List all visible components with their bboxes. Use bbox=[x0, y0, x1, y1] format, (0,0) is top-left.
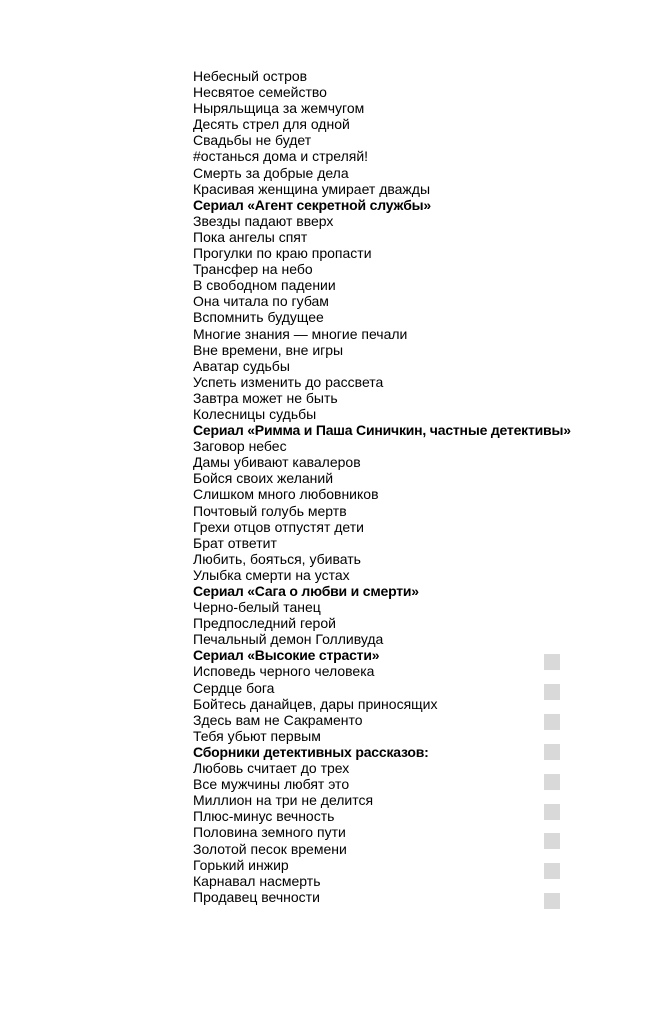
thumb-index-marker bbox=[544, 893, 560, 909]
book-title: Она читала по губам bbox=[193, 293, 329, 310]
book-title: Звезды падают вверх bbox=[193, 212, 334, 229]
book-title: Все мужчины любят это bbox=[193, 776, 350, 793]
book-title: Тебя убьют первым bbox=[193, 727, 321, 744]
book-title: Любить, бояться, убивать bbox=[193, 550, 361, 567]
book-title: Горький инжир bbox=[193, 856, 289, 873]
book-title: Плюс-минус вечность bbox=[193, 808, 335, 825]
book-list bbox=[193, 68, 593, 905]
book-title: Аватар судьбы bbox=[193, 357, 290, 374]
book-title: Грехи отцов отпустят дети bbox=[193, 518, 364, 535]
book-title: Здесь вам не Сакраменто bbox=[193, 711, 363, 728]
book-title: Предпоследний герой bbox=[193, 615, 336, 632]
book-title: Успеть изменить до рассвета bbox=[193, 373, 384, 390]
book-title: Брат ответит bbox=[193, 534, 277, 551]
book-title: #останься дома и стреляй! bbox=[193, 148, 369, 165]
book-title: Красивая женщина умирает дважды bbox=[193, 180, 431, 197]
book-title: В свободном падении bbox=[193, 277, 336, 294]
book-title: Завтра может не быть bbox=[193, 389, 338, 406]
book-title: Небесный остров bbox=[193, 68, 308, 84]
series-heading: Сборники детективных рассказов: bbox=[193, 743, 429, 760]
book-title: Бойся своих желаний bbox=[193, 470, 334, 487]
book-title: Продавец вечности bbox=[193, 888, 320, 905]
book-title: Любовь считает до трех bbox=[193, 760, 350, 777]
thumb-index-marker bbox=[544, 654, 560, 670]
book-title: Почтовый голубь мертв bbox=[193, 502, 347, 519]
book-title: Дамы убивают кавалеров bbox=[193, 454, 361, 471]
thumb-index-marker bbox=[544, 684, 560, 700]
book-title: Печальный демон Голливуда bbox=[193, 631, 384, 648]
thumb-index-marker bbox=[544, 774, 560, 790]
book-title: Вспомнить будущее bbox=[193, 309, 324, 326]
book-title: Заговор небес bbox=[193, 438, 287, 455]
book-title: Смерть за добрые дела bbox=[193, 164, 349, 181]
book-title: Бойтесь данайцев, дары приносящих bbox=[193, 695, 438, 712]
thumb-index-marker bbox=[544, 863, 560, 879]
book-title: Десять стрел для одной bbox=[193, 116, 350, 133]
book-title: Колесницы судьбы bbox=[193, 405, 317, 422]
book-title: Половина земного пути bbox=[193, 824, 346, 841]
book-title: Пока ангелы спят bbox=[193, 228, 308, 245]
series-heading: Сериал «Высокие страсти» bbox=[193, 647, 380, 664]
book-title: Сердце бога bbox=[193, 679, 275, 696]
book-title: Черно-белый танец bbox=[193, 599, 321, 616]
series-heading: Сериал «Сага о любви и смерти» bbox=[193, 583, 419, 599]
thumb-index-marker bbox=[544, 714, 560, 730]
book-title: Улыбка смерти на устах bbox=[193, 566, 350, 583]
thumb-index-marker bbox=[544, 833, 560, 849]
book-title: Несвятое семейство bbox=[193, 84, 327, 101]
thumb-index-marker bbox=[544, 744, 560, 760]
book-title: Миллион на три не делится bbox=[193, 792, 374, 809]
book-title: Вне времени, вне игры bbox=[193, 341, 344, 358]
series-heading: Сериал «Римма и Паша Синичкин, частные детективы» bbox=[193, 422, 571, 439]
book-title: Прогулки по краю пропасти bbox=[193, 245, 372, 262]
book-title: Золотой песок времени bbox=[193, 840, 347, 857]
series-heading: Сериал «Агент секретной службы» bbox=[193, 196, 432, 213]
book-title: Трансфер на небо bbox=[193, 261, 313, 278]
book-title: Многие знания — многие печали bbox=[193, 325, 408, 342]
thumb-index-marker bbox=[544, 804, 560, 820]
book-title: Карнавал насмерть bbox=[193, 872, 321, 889]
book-title: Слишком много любовников bbox=[193, 486, 379, 503]
book-title: Ныряльщица за жемчугом bbox=[193, 100, 365, 117]
book-title: Исповедь черного человека bbox=[193, 663, 375, 680]
book-title: Свадьбы не будет bbox=[193, 132, 312, 149]
